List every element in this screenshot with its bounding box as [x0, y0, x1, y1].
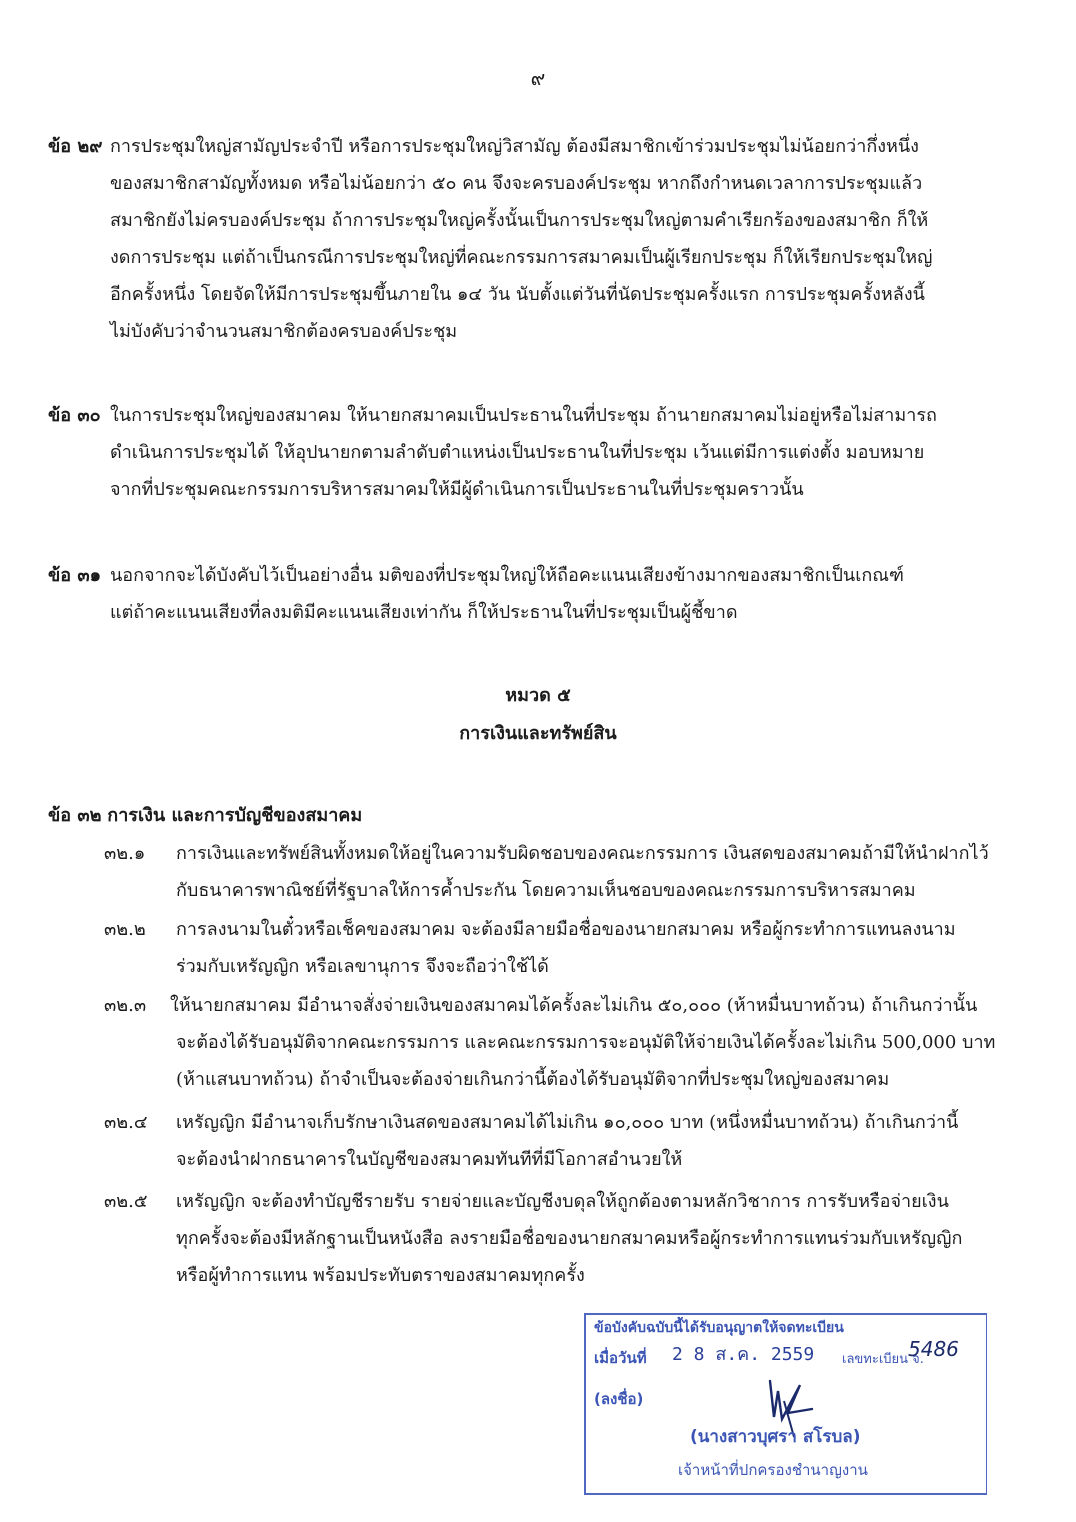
sub-clause-32-2 — [104, 911, 1044, 985]
stamp-date-label: เมื่อวันที่ — [594, 1349, 647, 1367]
sub-clause-number: ๓๒.๑ — [104, 843, 146, 864]
clause-31 — [48, 557, 1048, 631]
sub-clause-line: การเงินและทรัพย์สินทั้งหมดให้อยู่ในความรับผิดชอบของคณะกรรมการ เงินสดของสมาคมถ้ามีให้นำฝากไว้ — [176, 843, 989, 864]
sub-clause-line: การลงนามในตั๋วหรือเช็คของสมาคม จะต้องมีลายมือชื่อของนายกสมาคม หรือผู้กระทำการแทนลงนาม — [176, 919, 956, 940]
stamp-official-name: (นางสาวบุศรา สโรบล) — [690, 1427, 861, 1447]
clause-29 — [48, 128, 1048, 350]
sub-clause-32-3 — [104, 987, 1044, 1098]
clause-body — [110, 128, 1048, 350]
sub-clause-line: เหรัญญิก จะต้องทำบัญชีรายรับ รายจ่ายและบัญชีงบดุลให้ถูกต้องตามหลักวิชาการ การรับหรือจ่ายเงิน — [176, 1191, 949, 1212]
sub-clause-body — [170, 987, 1044, 1098]
clause-line: นอกจากจะได้บังคับไว้เป็นอย่างอื่น มติของที่ประชุมใหญ่ให้ถือคะแนนเสียงข้างมากของสมาชิกเป็นเกณฑ์ — [110, 565, 904, 586]
clause-label: ข้อ ๓๒ การเงิน และการบัญชีของสมาคม — [48, 805, 363, 826]
clause-line: ของสมาชิกสามัญทั้งหมด หรือไม่น้อยกว่า ๕๐ คน จึงจะครบองค์ประชุม หากถึงกำหนดเวลาการประชุมแล้ว — [110, 173, 923, 194]
clause-body — [110, 397, 1048, 508]
clause-label: ข้อ ๒๙ — [48, 136, 103, 157]
stamp-reg-label: เลขทะเบียน จ. — [842, 1352, 924, 1367]
clause-line: สมาชิกยังไม่ครบองค์ประชุม ถ้าการประชุมใหญ่ครั้งนั้นเป็นการประชุมใหญ่ตามคำเรียกร้องของสมาชิก ก็ให้ — [110, 210, 929, 231]
sub-clause-body — [176, 1104, 1044, 1178]
sub-clause-line: ให้นายกสมาคม มีอำนาจสั่งจ่ายเงินของสมาคมได้ครั้งละไม่เกิน ๕๐,๐๐๐ (ห้าหมื่นบาทถ้วน) ถ้าเกินกว่านั้น — [170, 995, 978, 1016]
sub-clause-line: กับธนาคารพาณิชย์ที่รัฐบาลให้การค้ำประกัน โดยความเห็นชอบของคณะกรรมการบริหารสมาคม — [176, 880, 916, 901]
sub-clause-body — [176, 1183, 1044, 1294]
sub-clause-number: ๓๒.๔ — [104, 1112, 148, 1133]
page-number: ๙ — [530, 66, 546, 90]
clause-line: ดำเนินการประชุมได้ ให้อุปนายกตามลำดับตำแหน่งเป็นประธานในที่ประชุม เว้นแต่มีการแต่งตั้ง มอบหมาย — [110, 442, 925, 463]
clause-line: ไม่บังคับว่าจำนวนสมาชิกต้องครบองค์ประชุม — [110, 321, 458, 342]
clause-body — [110, 557, 1048, 631]
clause-label: ข้อ ๓๑ — [48, 565, 102, 586]
clause-line: ในการประชุมใหญ่ของสมาคม ให้นายกสมาคมเป็นประธานในที่ประชุม ถ้านายกสมาคมไม่อยู่หรือไม่สามารถ — [110, 405, 937, 426]
sub-clause-body — [176, 911, 1044, 985]
sub-clause-number: ๓๒.๒ — [104, 919, 146, 940]
stamp-official-position: เจ้าหน้าที่ปกครองชำนาญงาน — [678, 1461, 868, 1479]
stamp-date-value: 2 8 ส.ค. 2559 — [672, 1344, 815, 1365]
stamp-approval-text: ข้อบังคับฉบับนี้ได้รับอนุญาตให้จดทะเบียน — [594, 1320, 844, 1336]
sub-clause-body — [176, 835, 1044, 909]
sub-clause-line: ร่วมกับเหรัญญิก หรือเลขานุการ จึงจะถือว่าใช้ได้ — [176, 956, 549, 977]
clause-32-title: การเงิน และการบัญชีของสมาคม — [107, 805, 363, 826]
sub-clause-32-5 — [104, 1183, 1044, 1294]
sub-clause-number: ๓๒.๓ — [104, 995, 147, 1016]
sub-clause-line: ทุกครั้งจะต้องมีหลักฐานเป็นหนังสือ ลงรายมือชื่อของนายกสมาคมหรือผู้กระทำการแทนร่วมกับเหรัญญิก — [176, 1228, 963, 1249]
clause-line: งดการประชุม แต่ถ้าเป็นกรณีการประชุมใหญ่ที่คณะกรรมการสมาคมเป็นผู้เรียกประชุม ก็ให้เรียกประชุมใหญ่ — [110, 247, 933, 268]
chapter-number: หมวด ๕ — [505, 685, 571, 706]
clause-line: การประชุมใหญ่สามัญประจำปี หรือการประชุมใหญ่วิสามัญ ต้องมีสมาชิกเข้าร่วมประชุมไม่น้อยกว่ากึ่งหนึ่ง — [110, 136, 919, 157]
sub-clause-line: จะต้องได้รับอนุมัติจากคณะกรรมการ และคณะกรรมการจะอนุมัติให้จ่ายเงินได้ครั้งละไม่เกิน 500,000 บาท — [176, 1032, 996, 1053]
sub-clause-32-4 — [104, 1104, 1044, 1178]
sub-clause-line: เหรัญญิก มีอำนาจเก็บรักษาเงินสดของสมาคมได้ไม่เกิน ๑๐,๐๐๐ บาท (หนึ่งหมื่นบาทถ้วน) ถ้าเกินกว่านี้ — [176, 1112, 959, 1133]
sub-clause-32-1 — [104, 835, 1044, 909]
clause-line: อีกครั้งหนึ่ง โดยจัดให้มีการประชุมขึ้นภายใน ๑๔ วัน นับตั้งแต่วันที่นัดประชุมครั้งแรก การประชุมครั้งหลังนี้ — [110, 284, 925, 305]
stamp-sign-label: (ลงชื่อ) — [594, 1390, 644, 1408]
clause-line: แต่ถ้าคะแนนเสียงที่ลงมติมีคะแนนเสียงเท่ากัน ก็ให้ประธานในที่ประชุมเป็นผู้ชี้ขาด — [110, 602, 738, 623]
clause-line: จากที่ประชุมคณะกรรมการบริหารสมาคมให้มีผู้ดำเนินการเป็นประธานในที่ประชุมคราวนั้น — [110, 479, 804, 500]
registration-stamp — [584, 1313, 986, 1509]
sub-clause-line: จะต้องนำฝากธนาคารในบัญชีของสมาคมทันทีที่มีโอกาสอำนวยให้ — [176, 1149, 683, 1170]
clause-30 — [48, 397, 1048, 508]
sub-clause-number: ๓๒.๕ — [104, 1191, 148, 1212]
stamp-reg-number: 5486 — [908, 1337, 959, 1361]
chapter-title: การเงินและทรัพย์สิน — [459, 723, 617, 744]
sub-clause-line: (ห้าแสนบาทถ้วน) ถ้าจำเป็นจะต้องจ่ายเกินกว่านี้ต้องได้รับอนุมัติจากที่ประชุมใหญ่ของสมาคม — [176, 1069, 890, 1090]
sub-clause-line: หรือผู้ทำการแทน พร้อมประทับตราของสมาคมทุกครั้ง — [176, 1265, 585, 1286]
clause-label: ข้อ ๓๐ — [48, 405, 101, 426]
